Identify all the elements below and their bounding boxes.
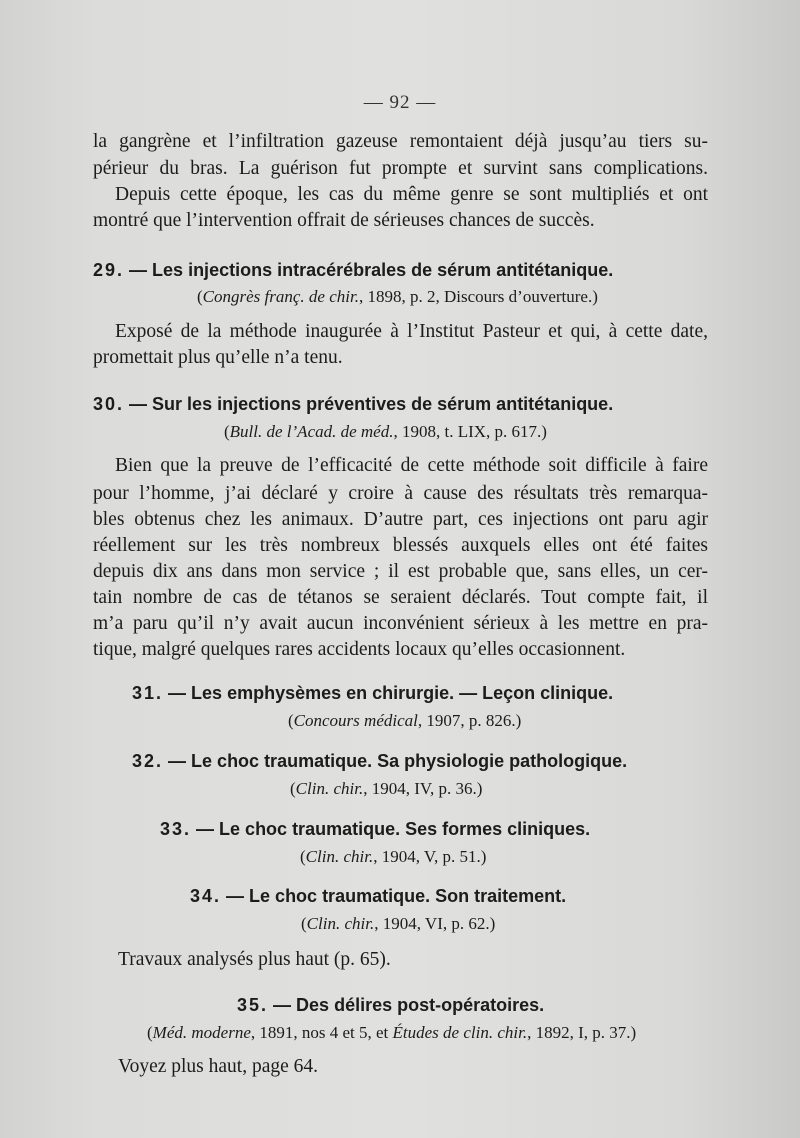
entry-title: — Le choc traumatique. Ses formes cliniques. bbox=[196, 819, 591, 839]
entry-title: — Les injections intracérébrales de sérum antitétanique. bbox=[129, 260, 614, 280]
entry-reference: (Clin. chir., 1904, IV, p. 36.) bbox=[290, 779, 483, 798]
text-line: Voyez plus haut, page 64. bbox=[118, 1056, 319, 1077]
page-number: — 92 — bbox=[363, 92, 437, 113]
entry-title: — Les emphysèmes en chirurgie. — Leçon clinique. bbox=[168, 683, 614, 703]
entry-reference: (Concours médical, 1907, p. 826.) bbox=[288, 711, 522, 730]
entry-number: 32. bbox=[132, 751, 164, 771]
entry-reference: (Clin. chir., 1904, V, p. 51.) bbox=[300, 847, 487, 866]
entry-number: 30. bbox=[93, 394, 125, 414]
entry-title: — Des délires post-opératoires. bbox=[273, 995, 545, 1015]
text-line: Exposé de la méthode inaugurée à l’Institut Pasteur et qui, à cette date, bbox=[115, 321, 708, 342]
text-line: la gangrène et l’infiltration gazeuse remontaient déjà jusqu’au tiers su- bbox=[93, 131, 708, 152]
text-line: tique, malgré quelques rares accidents locaux qu’elles occasionnent. bbox=[93, 639, 626, 660]
text-line: pour l’homme, j’ai déclaré y croire à cause des résultats très remarqua- bbox=[93, 483, 708, 504]
entry-title: — Sur les injections préventives de sérum antitétanique. bbox=[129, 394, 614, 414]
text-line: bles obtenus chez les animaux. D’autre part, ces injections ont paru agir bbox=[93, 509, 708, 530]
entry-number: 34. bbox=[190, 886, 222, 906]
text-line: depuis dix ans dans mon service ; il est probable que, sans elles, un cer- bbox=[93, 561, 708, 582]
text-line: Depuis cette époque, les cas du même genre se sont multipliés et ont bbox=[115, 184, 708, 205]
entry-number: 29. bbox=[93, 260, 125, 280]
entry-number: 35. bbox=[237, 995, 269, 1015]
entry-heading bbox=[132, 681, 613, 705]
text-line: périeur du bras. La guérison fut prompte et survint sans complications. bbox=[93, 158, 708, 179]
text-line: montré que l’intervention offrait de sérieuses chances de succès. bbox=[93, 210, 595, 231]
entry-reference: (Clin. chir., 1904, VI, p. 62.) bbox=[301, 914, 496, 933]
entry-number: 31. bbox=[132, 683, 164, 703]
entry-reference: (Congrès franç. de chir., 1898, p. 2, Discours d’ouverture.) bbox=[197, 287, 598, 306]
entry-reference: (Méd. moderne, 1891, nos 4 et 5, et Études de clin. chir., 1892, I, p. 37.) bbox=[147, 1023, 637, 1042]
entry-heading bbox=[190, 884, 566, 908]
text-line: promettait plus qu’elle n’a tenu. bbox=[93, 347, 343, 368]
entry-heading bbox=[160, 817, 590, 841]
entry-heading bbox=[93, 392, 613, 416]
entry-title: — Le choc traumatique. Son traitement. bbox=[226, 886, 567, 906]
text-line: Travaux analysés plus haut (p. 65). bbox=[118, 949, 391, 970]
entry-reference: (Bull. de l’Acad. de méd., 1908, t. LIX, p. 617.) bbox=[224, 422, 547, 441]
text-line: réellement sur les très nombreux blessés auxquels elles ont été faites bbox=[93, 535, 708, 556]
entry-title: — Le choc traumatique. Sa physiologie pathologique. bbox=[168, 751, 628, 771]
entry-heading bbox=[237, 993, 544, 1017]
text-line: Bien que la preuve de l’efficacité de cette méthode soit difficile à faire bbox=[115, 455, 708, 476]
entry-heading bbox=[132, 749, 627, 773]
entry-number: 33. bbox=[160, 819, 192, 839]
text-line: m’a paru qu’il n’y avait aucun inconvénient sérieux à les mettre en pra- bbox=[93, 613, 708, 634]
entry-heading bbox=[93, 258, 613, 282]
text-line: tain nombre de cas de tétanos se seraient déclarés. Tout compte fait, il bbox=[93, 587, 708, 608]
